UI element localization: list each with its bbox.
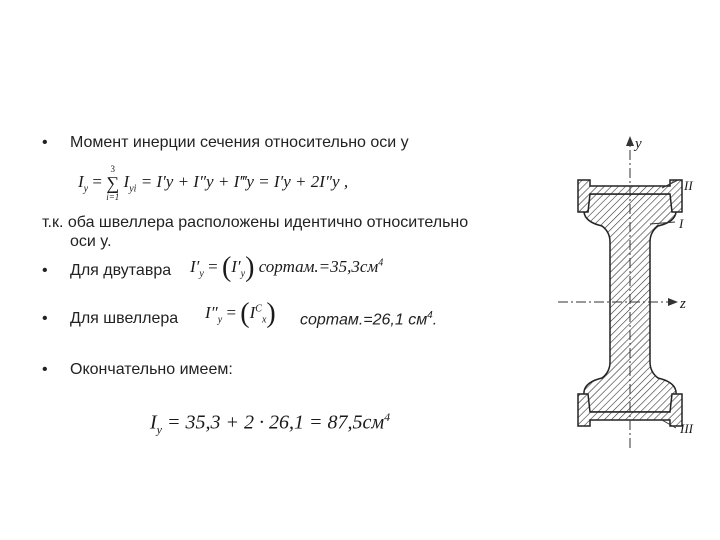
bullet-marker: • bbox=[42, 262, 48, 279]
formula-ibeam: $I'_y = (I'_y)$ $сортам.=35,3см^4$ bbox=[190, 252, 384, 283]
bullet-final-text: Окончательно имеем: bbox=[70, 361, 233, 378]
formula-final: $I_y = 35,3 + 2 \cdot 26,1 = 87,5см^4$ bbox=[150, 410, 391, 437]
formula-sum: $I_y$ = 3 ∑ i=1 $I_{yi} = I'y + I''y$ + I‴y = I′y + 2I″y , bbox=[78, 164, 349, 202]
bullet-marker: • bbox=[42, 310, 48, 327]
channel-sortament-text: сортам.=26,1 $см^4$. bbox=[300, 310, 438, 329]
axis-y-arrow bbox=[626, 136, 634, 146]
axis-y-label: y bbox=[635, 136, 642, 152]
bullet-marker: • bbox=[42, 134, 48, 151]
bullet-ibeam-text: Для двутавра bbox=[70, 262, 172, 279]
bullet-moment-text: Момент инерции сечения относительно оси y bbox=[70, 134, 409, 151]
label-III: III bbox=[680, 421, 693, 436]
bullet-channel-text: Для швеллера bbox=[70, 310, 179, 327]
cross-section-diagram bbox=[540, 130, 715, 460]
note-line-2: оси y. bbox=[70, 233, 112, 250]
bullet-marker: • bbox=[42, 361, 48, 378]
axis-z-arrow bbox=[668, 298, 678, 306]
label-I: I bbox=[679, 216, 684, 231]
axis-z-label: z bbox=[680, 296, 686, 312]
note-line-1: т.к. оба швеллера расположены идентично относительно bbox=[42, 214, 469, 231]
label-II: II bbox=[684, 178, 693, 193]
formula-channel: $I''_y = (I^C_x)$ bbox=[205, 298, 276, 329]
